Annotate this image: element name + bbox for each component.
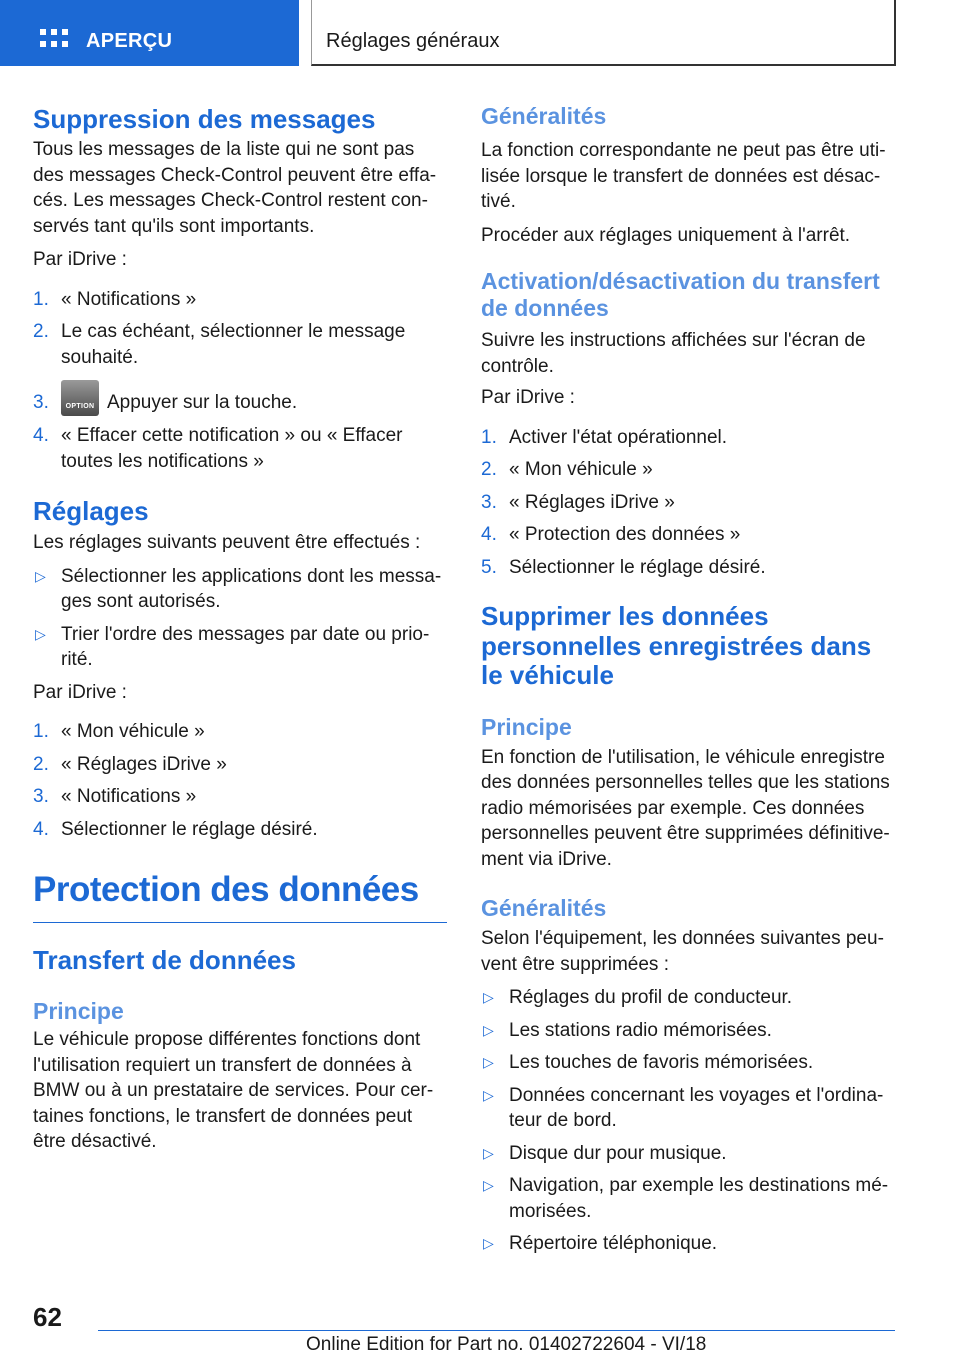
- footer-divider: [98, 1330, 895, 1331]
- list-item: 4. « Protection des données »: [481, 522, 895, 548]
- list-item: ▷ Les touches de favoris mémorisées.: [481, 1050, 895, 1076]
- list-item: ▷ Les stations radio mémorisées.: [481, 1018, 895, 1044]
- step-number: 1.: [33, 721, 49, 742]
- triangle-bullet-icon: ▷: [483, 1054, 494, 1070]
- paragraph: Par iDrive :: [33, 249, 127, 270]
- step-number: 4.: [481, 524, 497, 545]
- list-item: ▷ Répertoire téléphonique.: [481, 1231, 895, 1257]
- heading-transfert: Transfert de données: [33, 945, 296, 975]
- option-key-icon: OPTION: [61, 380, 99, 416]
- step-number: 3.: [481, 491, 497, 513]
- list-item: 3. OPTION Appuyer sur la touche.: [33, 390, 447, 416]
- triangle-bullet-icon: ▷: [483, 1021, 494, 1038]
- list-item: 2. « Réglages iDrive »: [33, 752, 447, 778]
- section-label: Réglages généraux: [326, 30, 500, 52]
- tab-apercu[interactable]: [0, 0, 299, 66]
- subheading-principe: Principe: [481, 713, 572, 740]
- page-number: 62: [33, 1302, 62, 1332]
- paragraph: Les réglages suivants peuvent être effectués :: [33, 532, 421, 553]
- subheading-generalites: Généralités: [481, 895, 607, 921]
- heading-reglages: Réglages: [33, 496, 149, 526]
- subheading-principe: Principe: [33, 998, 124, 1024]
- list-item: 2. Le cas échéant, sélectionner le message souhaité.: [33, 321, 406, 368]
- bullet-list: [481, 985, 895, 1257]
- step-number: 5.: [481, 556, 497, 578]
- list-item: 5. Sélectionner le réglage désiré.: [481, 555, 895, 581]
- triangle-bullet-icon: ▷: [483, 1235, 494, 1251]
- list-item: ▷ Sélectionner les applications dont les messa-ges sont autorisés.: [35, 565, 442, 612]
- list-item: ▷ Trier l'ordre des messages par date ou prio-rité.: [35, 623, 430, 670]
- list-item: 1. « Mon véhicule »: [33, 719, 447, 745]
- page-header: [0, 0, 960, 66]
- heading-activation: Activation/désactivation du transfert de données: [481, 268, 880, 321]
- bullet-list: [33, 564, 447, 673]
- grid-menu-icon: [40, 29, 68, 51]
- heading-suppression: Suppression des messages: [33, 104, 376, 134]
- steps-list: [481, 425, 895, 581]
- step-number: 1.: [33, 288, 49, 310]
- paragraph: Le véhicule propose différentes fonctions dont l'utilisation requiert un transfert de données à BMW ou à un prestataire de services. Pour cer-taines fonctions, le transfert de données peut être désactivé.: [33, 1029, 434, 1152]
- triangle-bullet-icon: ▷: [483, 1086, 494, 1103]
- tab-apercu-label: APERÇU: [86, 30, 173, 52]
- triangle-bullet-icon: ▷: [483, 989, 494, 1005]
- tab-section[interactable]: [311, 0, 896, 66]
- paragraph: Procéder aux réglages uniquement à l'arrêt.: [481, 224, 851, 246]
- list-item: 4. Sélectionner le réglage désiré.: [33, 817, 447, 843]
- right-column: [481, 100, 895, 1264]
- step-number: 4.: [33, 818, 49, 840]
- step-number: 1.: [481, 426, 497, 448]
- triangle-bullet-icon: ▷: [483, 1177, 494, 1193]
- heading-protection: Protection des données: [33, 870, 419, 909]
- list-item: ▷ Navigation, par exemple les destinations mé-morisées.: [483, 1175, 889, 1222]
- triangle-bullet-icon: ▷: [483, 1144, 494, 1161]
- list-item: 4. « Effacer cette notification » ou « Effacer toutes les notifications »: [33, 425, 403, 472]
- list-item: ▷ Disque dur pour musique.: [481, 1141, 895, 1167]
- step-number: 2.: [33, 753, 49, 775]
- step-number: 2.: [33, 321, 49, 342]
- list-item: 3. « Réglages iDrive »: [481, 490, 895, 516]
- list-item: ▷ Données concernant les voyages et l'ordina-teur de bord.: [483, 1084, 884, 1131]
- triangle-bullet-icon: ▷: [35, 567, 46, 584]
- list-item: 1. « Notifications »: [33, 287, 447, 313]
- paragraph: La fonction correspondante ne peut pas être uti-lisée lorsque le transfert de données est désac-tivé.: [481, 140, 886, 212]
- list-item: 2. « Mon véhicule »: [481, 457, 895, 483]
- paragraph: Par iDrive :: [33, 681, 127, 703]
- paragraph: Suivre les instructions affichées sur l'écran de contrôle.: [481, 330, 866, 377]
- list-item: ▷ Réglages du profil de conducteur.: [481, 985, 895, 1011]
- steps-list: [33, 719, 447, 842]
- paragraph: Par iDrive :: [481, 387, 575, 408]
- triangle-bullet-icon: ▷: [35, 625, 46, 642]
- steps-list: [33, 287, 447, 475]
- list-item: 1. Activer l'état opérationnel.: [481, 425, 895, 451]
- paragraph: En fonction de l'utilisation, le véhicule enregistre des données personnelles telles que les stations radio mémorisées par exemple. Ces données personnelles peuvent être supprimées définitive-ment via iDrive.: [481, 746, 890, 870]
- heading-supprimer: Supprimer les données personnelles enregistrées dans le véhicule: [481, 601, 872, 690]
- paragraph: Tous les messages de la liste qui ne sont pas des messages Check-Control peuvent être effa-cés. Les messages Check-Control restent con-servés tant qu'ils sont importants.: [33, 139, 437, 237]
- left-column: [33, 100, 447, 1155]
- edition-text: Online Edition for Part no. 01402722604 - VI/18: [306, 1334, 707, 1355]
- list-item: 3. « Notifications »: [33, 784, 447, 810]
- step-number: 2.: [481, 459, 497, 480]
- chapter-heading-block: [33, 870, 447, 923]
- step-number: 3.: [33, 786, 49, 807]
- step-number: 3.: [33, 392, 49, 413]
- step-number: 4.: [33, 425, 49, 446]
- subheading-generalites: Généralités: [481, 103, 607, 129]
- paragraph: Selon l'équipement, les données suivantes peu-vent être supprimées :: [481, 928, 884, 975]
